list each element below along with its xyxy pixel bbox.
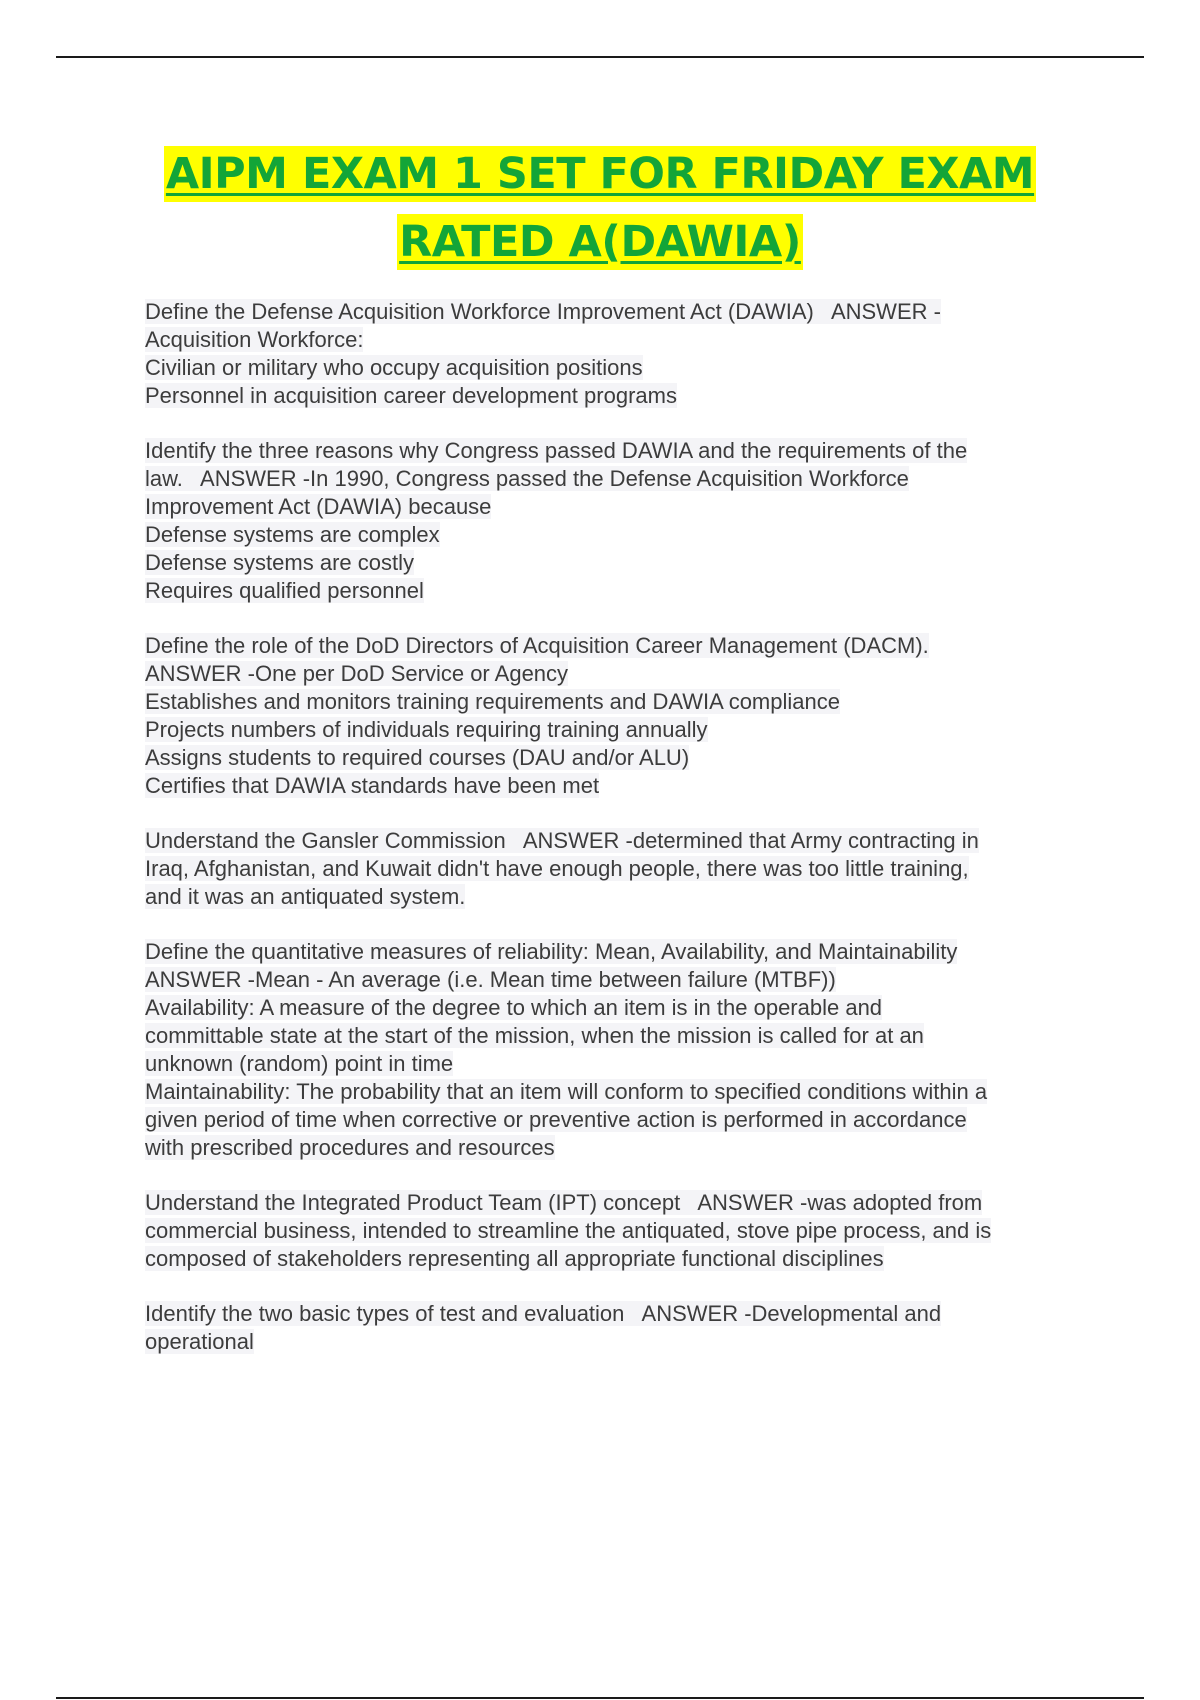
- qa-line-text: unknown (random) point in time: [145, 1051, 454, 1076]
- qa-line-text: Define the role of the DoD Directors of Acquisition Career Management (DACM).: [145, 633, 929, 658]
- qa-line-text: Requires qualified personnel: [145, 578, 424, 603]
- qa-line: [145, 1189, 1085, 1217]
- qa-line-text: law. ANSWER -In 1990, Congress passed the Defense Acquisition Workforce: [145, 466, 909, 491]
- qa-list: [145, 298, 1085, 1383]
- qa-item: [145, 938, 1085, 1162]
- qa-line: [145, 772, 1085, 800]
- qa-item: [145, 1189, 1085, 1273]
- qa-line: [145, 493, 1085, 521]
- qa-line-text: and it was an antiquated system.: [145, 884, 466, 909]
- qa-line: [145, 1217, 1085, 1245]
- qa-line: [145, 382, 1085, 410]
- qa-line: [145, 1134, 1085, 1162]
- qa-line: [145, 577, 1085, 605]
- qa-line: [145, 883, 1085, 911]
- qa-line-text: Availability: A measure of the degree to which an item is in the operable and: [145, 995, 883, 1020]
- qa-line-text: composed of stakeholders representing all appropriate functional disciplines: [145, 1246, 884, 1271]
- qa-line: [145, 994, 1085, 1022]
- qa-item: [145, 827, 1085, 911]
- title-line-1: AIPM EXAM 1 SET FOR FRIDAY EXAM: [164, 146, 1036, 202]
- qa-line-text: Defense systems are complex: [145, 522, 440, 547]
- qa-line: [145, 688, 1085, 716]
- qa-line-text: Iraq, Afghanistan, and Kuwait didn't have enough people, there was too little training,: [145, 856, 969, 881]
- qa-line: [145, 326, 1085, 354]
- qa-line-text: ANSWER -Mean - An average (i.e. Mean time between failure (MTBF)): [145, 967, 836, 992]
- qa-line: [145, 855, 1085, 883]
- qa-line-text: Establishes and monitors training requirements and DAWIA compliance: [145, 689, 840, 714]
- qa-line-text: Maintainability: The probability that an item will conform to specified conditions within a: [145, 1079, 988, 1104]
- qa-line: [145, 632, 1085, 660]
- qa-line: [145, 465, 1085, 493]
- qa-item: [145, 298, 1085, 410]
- qa-item: [145, 437, 1085, 605]
- qa-line-text: commercial business, intended to streamline the antiquated, stove pipe process, and is: [145, 1218, 992, 1243]
- title-line-2: RATED A(DAWIA): [397, 214, 803, 270]
- qa-line: [145, 966, 1085, 994]
- qa-line-text: Certifies that DAWIA standards have been met: [145, 773, 600, 798]
- header-rule: [56, 56, 1144, 58]
- qa-line-text: Personnel in acquisition career development programs: [145, 383, 677, 408]
- qa-line: [145, 549, 1085, 577]
- qa-line: [145, 1106, 1085, 1134]
- qa-line-text: Understand the Gansler Commission ANSWER -determined that Army contracting in: [145, 828, 979, 853]
- footer-rule: [56, 1697, 1144, 1699]
- qa-line: [145, 1050, 1085, 1078]
- qa-line-text: Projects numbers of individuals requiring training annually: [145, 717, 708, 742]
- qa-line-text: Civilian or military who occupy acquisition positions: [145, 355, 643, 380]
- qa-line: [145, 1328, 1085, 1356]
- qa-line-text: operational: [145, 1329, 254, 1354]
- qa-line: [145, 744, 1085, 772]
- qa-line-text: Identify the three reasons why Congress passed DAWIA and the requirements of the: [145, 438, 968, 463]
- qa-line: [145, 1245, 1085, 1273]
- qa-line-text: with prescribed procedures and resources: [145, 1135, 555, 1160]
- qa-line: [145, 1022, 1085, 1050]
- qa-line-text: Assigns students to required courses (DAU and/or ALU): [145, 745, 690, 770]
- qa-item: [145, 632, 1085, 800]
- qa-line: [145, 354, 1085, 382]
- qa-line: [145, 437, 1085, 465]
- qa-line: [145, 716, 1085, 744]
- qa-line-text: Understand the Integrated Product Team (IPT) concept ANSWER -was adopted from: [145, 1190, 983, 1215]
- qa-line: [145, 1078, 1085, 1106]
- qa-line-text: committable state at the start of the mission, when the mission is called for at an: [145, 1023, 924, 1048]
- qa-line: [145, 660, 1085, 688]
- qa-line: [145, 938, 1085, 966]
- qa-line-text: Improvement Act (DAWIA) because: [145, 494, 492, 519]
- qa-line-text: Define the quantitative measures of reliability: Mean, Availability, and Maintainability: [145, 939, 958, 964]
- qa-line: [145, 521, 1085, 549]
- qa-line-text: Acquisition Workforce:: [145, 327, 364, 352]
- qa-line-text: Defense systems are costly: [145, 550, 414, 575]
- qa-line-text: Define the Defense Acquisition Workforce Improvement Act (DAWIA) ANSWER -: [145, 299, 941, 324]
- qa-line-text: Identify the two basic types of test and evaluation ANSWER -Developmental and: [145, 1301, 942, 1326]
- qa-line: [145, 827, 1085, 855]
- qa-line-text: ANSWER -One per DoD Service or Agency: [145, 661, 569, 686]
- qa-line: [145, 298, 1085, 326]
- qa-line: [145, 1300, 1085, 1328]
- qa-item: [145, 1300, 1085, 1356]
- document-title: [0, 146, 1200, 282]
- qa-line-text: given period of time when corrective or preventive action is performed in accordance: [145, 1107, 967, 1132]
